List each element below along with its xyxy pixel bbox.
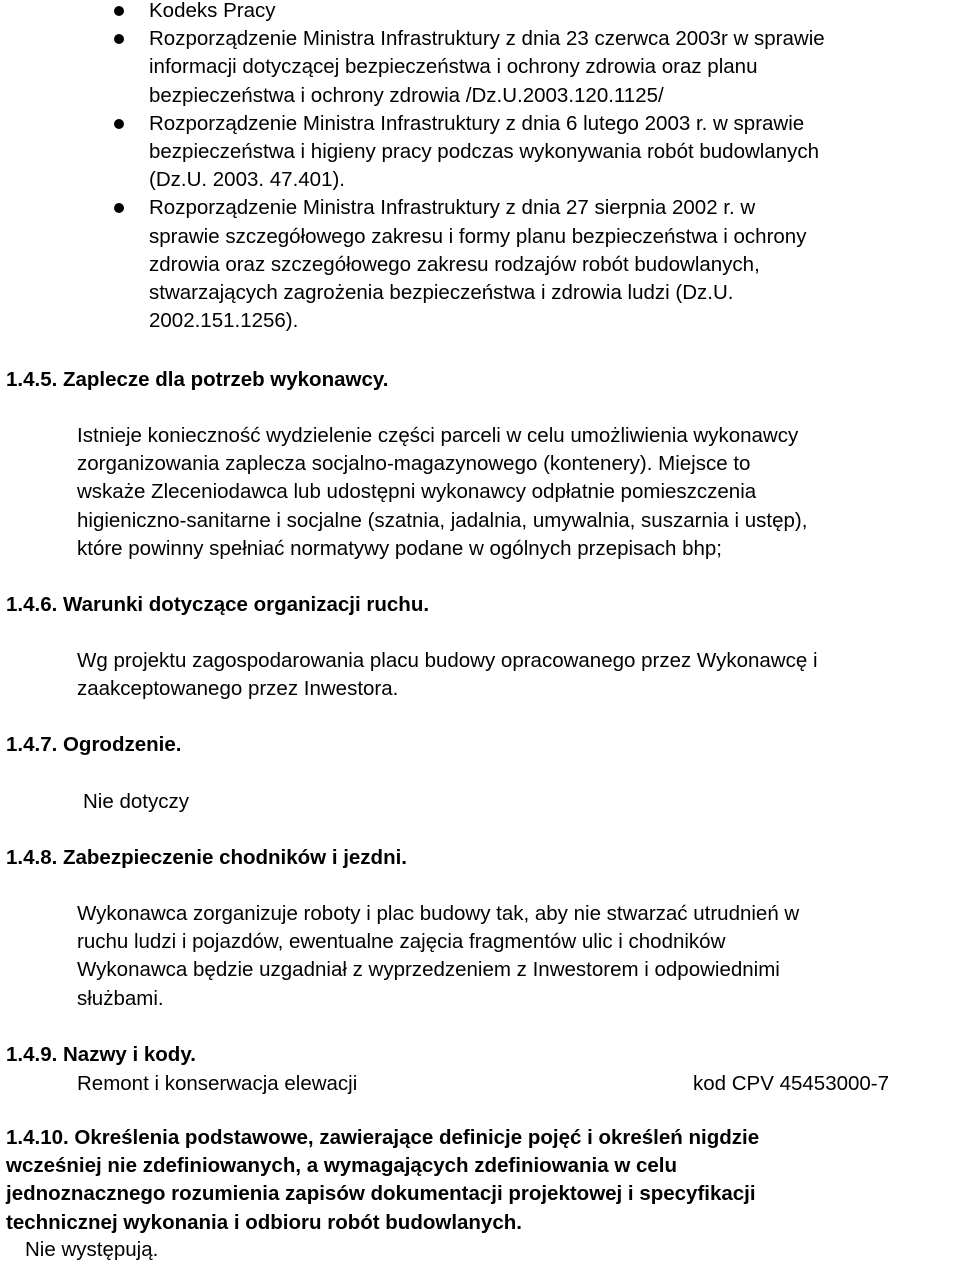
section-body-1-4-7 — [83, 788, 683, 816]
bullet-icon — [114, 119, 124, 129]
work-name: Remont i konserwacja elewacji — [77, 1072, 358, 1095]
list-item-text: bezpieczeństwa i ochrony zdrowia /Dz.U.2003.120.1125/ — [149, 83, 664, 107]
section-heading-1-4-8: 1.4.8. Zabezpieczenie chodników i jezdni. — [6, 846, 407, 869]
section-body-1-4-5 — [77, 422, 957, 563]
list-item-text: sprawie szczegółowego zakresu i formy planu bezpieczeństwa i ochrony — [149, 224, 807, 248]
paragraph-line: zaakceptowanego przez Inwestora. — [77, 677, 399, 701]
paragraph-line: Nie występują. — [25, 1238, 159, 1261]
list-item-text: zdrowia oraz szczegółowego zakresu rodzajów robót budowlanych, — [149, 252, 760, 276]
list-item-text: informacji dotyczącej bezpieczeństwa i ochrony zdrowia oraz planu — [149, 55, 758, 79]
paragraph-line: ruchu ludzi i pojazdów, ewentualne zajęcia fragmentów ulic i chodników — [77, 930, 726, 954]
list-item — [0, 110, 960, 195]
list-item-text: 2002.151.1256). — [149, 309, 299, 333]
section-heading-1-4-10 — [6, 1124, 956, 1237]
list-item-text: stwarzających zagrożenia bezpieczeństwa i zdrowia ludzi (Dz.U. — [149, 281, 734, 305]
list-item-text: (Dz.U. 2003. 47.401). — [149, 168, 345, 192]
bullet-icon — [114, 203, 124, 213]
list-item — [0, 194, 960, 335]
paragraph-line: służbami. — [77, 986, 164, 1010]
section-heading-1-4-6: 1.4.6. Warunki dotyczące organizacji ruchu. — [6, 593, 430, 616]
bullet-icon — [114, 6, 124, 16]
list-item-text: bezpieczeństwa i higieny pracy podczas wykonywania robót budowlanych — [149, 140, 820, 164]
list-item — [0, 25, 960, 110]
section-body-1-4-8 — [77, 900, 957, 1013]
section-heading-1-4-9: 1.4.9. Nazwy i kody. — [6, 1043, 196, 1066]
paragraph-line: które powinny spełniać normatywy podane w ogólnych przepisach bhp; — [77, 536, 722, 560]
list-item-text: Rozporządzenie Ministra Infrastruktury z dnia 27 sierpnia 2002 r. w — [149, 196, 756, 220]
section-body-1-4-10 — [25, 1236, 425, 1264]
list-item-text: Rozporządzenie Ministra Infrastruktury z dnia 23 czerwca 2003r w sprawie — [149, 27, 825, 51]
paragraph-line: wskaże Zleceniodawca lub udostępni wykonawcy odpłatnie pomieszczenia — [77, 480, 757, 504]
list-item-text: Kodeks Pracy — [149, 0, 276, 22]
list-item-text: Rozporządzenie Ministra Infrastruktury z dnia 6 lutego 2003 r. w sprawie — [149, 111, 805, 135]
list-item — [0, 0, 960, 25]
section-body-1-4-6 — [77, 647, 957, 703]
cpv-code: kod CPV 45453000-7 — [693, 1072, 890, 1095]
paragraph-line: zorganizowania zaplecza socjalno-magazynowego (kontenery). Miejsce to — [77, 452, 751, 476]
heading-line: 1.4.10. Określenia podstawowe, zawierające definicje pojęć i określeń nigdzie — [6, 1126, 760, 1149]
section-heading-1-4-7: 1.4.7. Ogrodzenie. — [6, 733, 182, 756]
cpv-code-row — [77, 1070, 947, 1098]
heading-line: jednoznacznego rozumienia zapisów dokumentacji projektowej i specyfikacji — [6, 1182, 756, 1206]
section-heading-1-4-5: 1.4.5. Zaplecze dla potrzeb wykonawcy. — [6, 368, 389, 391]
paragraph-line: Wg projektu zagospodarowania placu budowy opracowanego przez Wykonawcę i — [77, 649, 818, 672]
paragraph-line: Nie dotyczy — [83, 790, 189, 813]
paragraph-line: Istnieje konieczność wydzielenie części parceli w celu umożliwienia wykonawcy — [77, 424, 799, 447]
bullet-icon — [114, 34, 124, 44]
paragraph-line: higieniczno-sanitarne i socjalne (szatnia, jadalnia, umywalnia, suszarnia i ustęp), — [77, 508, 808, 532]
paragraph-line: Wykonawca będzie uzgadniał z wyprzedzeniem z Inwestorem i odpowiednimi — [77, 958, 780, 982]
regulations-list — [0, 0, 960, 335]
heading-line: wcześniej nie zdefiniowanych, a wymagających zdefiniowania w celu — [6, 1154, 678, 1178]
paragraph-line: Wykonawca zorganizuje roboty i plac budowy tak, aby nie stwarzać utrudnień w — [77, 902, 800, 925]
heading-line: technicznej wykonania i odbioru robót budowlanych. — [6, 1210, 522, 1234]
